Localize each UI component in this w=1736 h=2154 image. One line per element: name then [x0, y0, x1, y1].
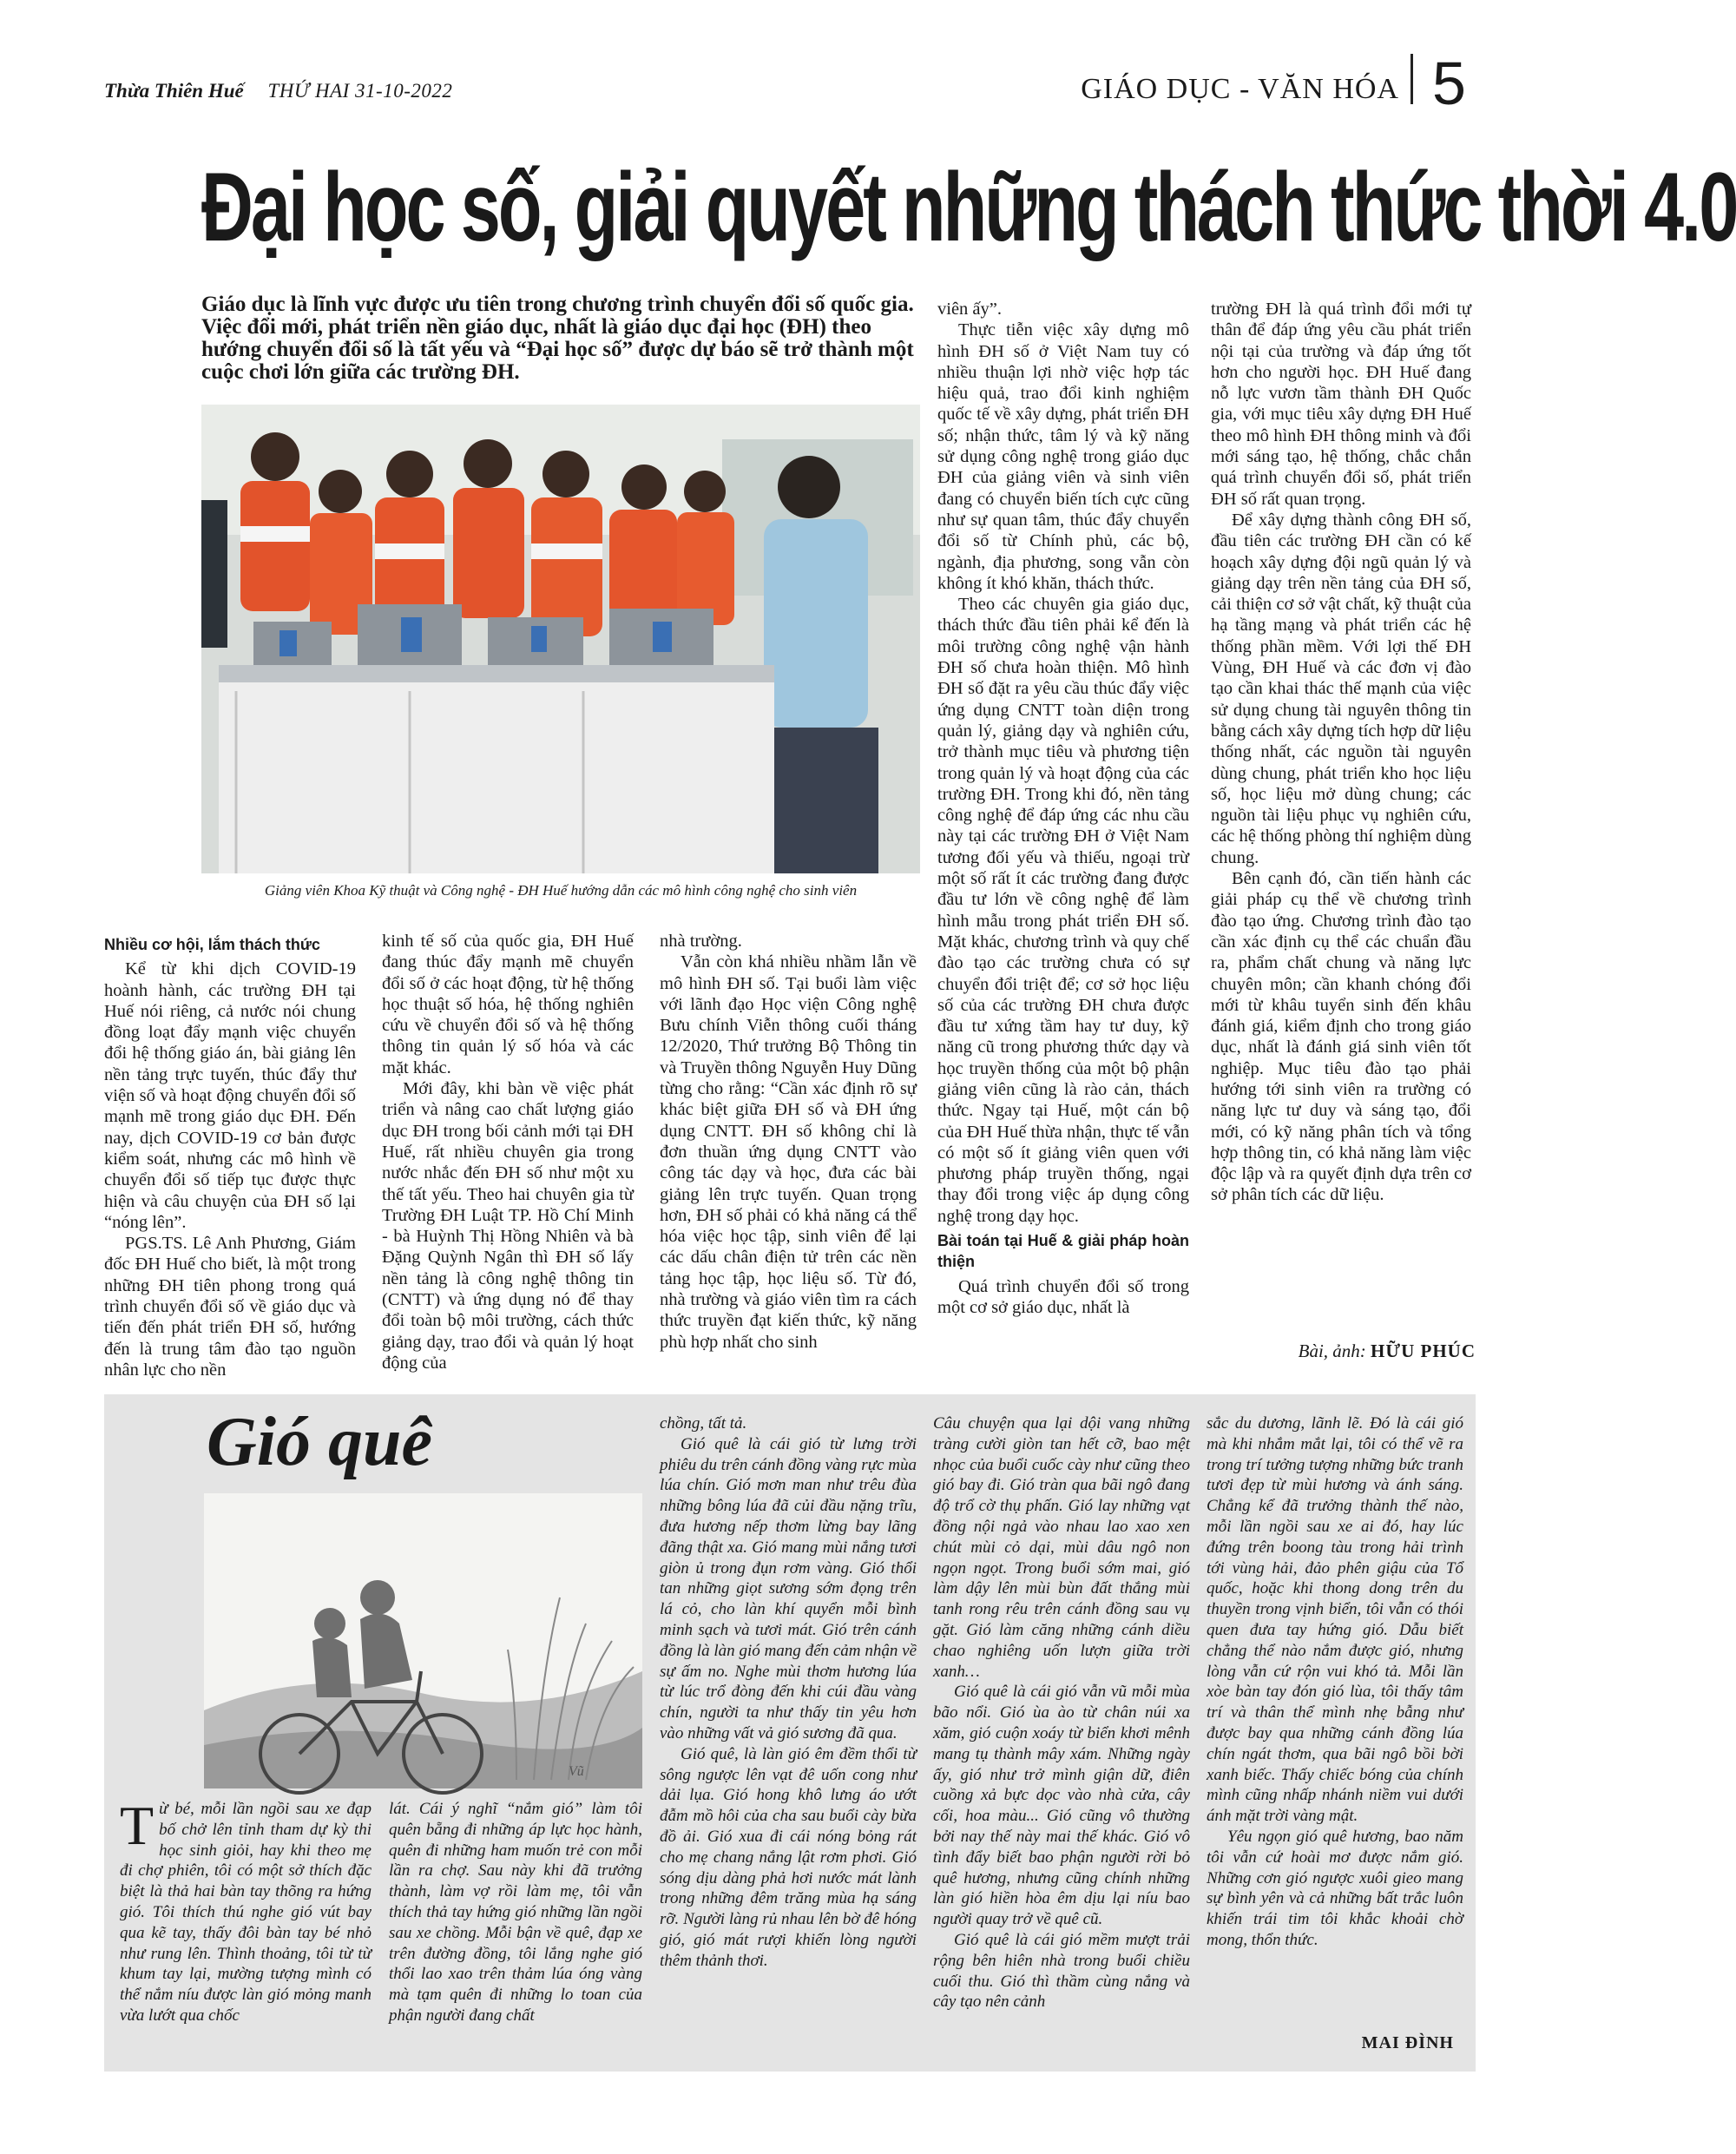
subhead-2: Bài toán tại Huế & giải pháp hoàn thiện — [937, 1232, 1189, 1271]
page-number: 5 — [1432, 49, 1466, 117]
article-column-5 — [1211, 299, 1471, 1334]
article-lede: Giáo dục là lĩnh vực được ưu tiên trong chương trình chuyển đổi số quốc gia. Việc đổi mới, phát triển nền giáo dục, nhất là giáo dục đại học (ĐH) theo hướng chuyển đổi số là tất yếu và “Đại học số” được dự báo sẽ trở thành một cuộc chơi lớn giữa các trường ĐH. — [201, 293, 914, 384]
paragraph: Gió quê là cái gió vẫn vũ mỗi mùa bão nổi. Gió ùa ào từ chân núi xa xăm, gió cuộn xoáy từ biển khơi mênh mang tụ thành mây xám. Những ngày ấy, gió như trở mình giận dữ, điên cuồng xả bực dọc vào nhà cửa, cây cối, hoa màu... Gió cũng vô thường bởi nay thế này mai thế khác. Gió vô tình đẩy biết bao phận người rời bỏ quê hương, nhưng cũng chính những làn gió hiền hòa êm dịu lại níu bao người quay trở về quê cũ. — [933, 1683, 1190, 1929]
essay-byline: MAI ĐÌNH — [1361, 2033, 1454, 2052]
paragraph: kinh tế số của quốc gia, ĐH Huế đang thúc đẩy mạnh mẽ chuyển đổi số ở các hoạt động, từ hệ thống học thuật số hóa, hệ thống nghiên cứu về chuyển đổi số và hệ thống thông tin quản lý số hóa và các mặt khác. — [382, 932, 634, 1077]
essay-column-5 — [1207, 1413, 1463, 2026]
masthead-divider — [1410, 54, 1413, 104]
issue-date: THỨ HAI 31-10-2022 — [267, 80, 453, 102]
paragraph: Gió quê, là làn gió êm đềm thổi từ sông ngược lên vạt đê uốn cong như dải lụa. Gió hong khô lưng áo ướt đẫm mồ hôi của cha sau buổi cày bừa đồ ải. Gió xua đi cái nóng bỏng rát cho mẹ chang nắng lật rơm phơi. Gió sóng dịu dàng phả hơi nước mát lành trong những đêm trăng mùa hạ sáng rỡ. Người làng rủ nhau lên bờ đê hóng gió, gió mát rượi khiến lòng người thêm thảnh thơi. — [660, 1744, 917, 1970]
essay-column-3 — [660, 1413, 917, 2052]
paragraph: nhà trường. — [660, 932, 742, 951]
paragraph: ừ bé, mỗi lần ngồi sau xe đạp bố chở lên tỉnh tham dự kỳ thi học sinh giỏi, hay khi theo mẹ đi chợ phiên, tôi có một sở thích đặc biệt là thả hai bàn tay thõng ra hứng gió. Tôi thích thú nghe gió vút bay qua kẽ tay, thấy đôi bàn tay bé nhỏ như rung lên. Thình thoảng, tôi từ từ khum tay lại, mường tượng mình có thể nắm níu được làn gió mỏng manh vừa lướt qua chốc — [120, 1800, 372, 2025]
essay-illustration — [204, 1493, 642, 1788]
article-column-1 — [104, 931, 356, 1380]
paragraph: Kể từ khi dịch COVID-19 hoành hành, các trường ĐH tại Huế nói riêng, cả nước nói chung đồng loạt đẩy mạnh việc chuyển đổi hệ thống giáo án, bài giảng lên nền tảng trực tuyến, thúc đẩy thư viện số và hoạt động chuyển đổi số mạnh mẽ trong giáo dục ĐH. Đến nay, dịch COVID-19 cơ bản được kiểm soát, nhưng các mô hình về chuyển đổi số tiếp tục được thực hiện và câu chuyện của ĐH số lại “nóng lên”. — [104, 959, 356, 1232]
essay-column-4 — [933, 1413, 1190, 2052]
illustration-signature: Vũ — [569, 1764, 584, 1779]
masthead-left — [104, 80, 452, 102]
byline-label: Bài, ảnh: — [1298, 1340, 1366, 1361]
paragraph: sắc du dương, lãnh lẽ. Đó là cái gió mà khi nhắm mắt lại, tôi có thể vẽ ra trong trí tưởng tượng những bức tranh tươi đẹp từ mùi hương và ánh sáng. Chẳng kể đã trưởng thành thế nào, mỗi lần ngồi sau xe ai đó, hay lúc đứng trên boong tàu trong hải trình tới vùng hải, đảo phên giậu của Tổ quốc, hoặc khi thong dong trên du thuyền trong vịnh biển, tôi vẫn có thói quen đưa tay hứng gió. Dẫu biết chẳng thể nào nắm được gió, nhưng lòng vẫn cứ rộn vui khó tả. Mỗi lần xòe bàn tay đón gió lùa, tôi thấy tâm trí và thân thể mình nhẹ bẫng như được bay qua những cánh đồng lúa chín ngát thơm, qua bãi ngô bồi bời xanh biếc. Thấy chiếc bóng của chính mình cũng nhấp nhánh niềm vui dưới ánh mặt trời vàng mật. — [1207, 1414, 1463, 1826]
paragraph: Gió quê là cái gió từ lưng trời phiêu du trên cánh đồng vàng rực mùa lúa chín. Gió mơn man như trêu đùa những bông lúa đã củi đầu nặng trĩu, đưa hương nếp thơm lừng bay lãng đãng thật xa. Gió mang mùi nắng tươi giòn ủ trong đụn rơm vàng. Gió thổi tan những giọt sương sớm đọng trên lá cỏ, cho làn khí quyển mỗi bình minh sạch và tươi mát. Gió trên cánh đồng là làn gió mang đến cảm nhận về sự ấm no. Nghe mùi thơm hương lúa từ lúc trổ đòng đến khi cúi đầu vàng chín, người ta như thấy tin yêu hơn vào những vất vả gió sương đã qua. — [660, 1434, 917, 1742]
article-byline — [1198, 1340, 1476, 1362]
paragraph: Gió quê là cái gió mềm mượt trải rộng bên hiên nhà trong buổi chiều cuối thu. Gió thì thầm cùng nắng và cây tạo nên cảnh — [933, 1930, 1190, 2012]
dropcap: T — [120, 1795, 155, 1856]
article-column-3 — [660, 931, 917, 1373]
article-headline: Đại học số, giải quyết những thách thức thời 4.0 — [201, 153, 1736, 261]
paragraph: lát. Cái ý nghĩ “nắm gió” làm tôi quên bẵng đi những áp lực học hành, quên đi những ham muốn trẻ con mỗi lần ra chợ. Sau này khi đã trưởng thành, làm vợ rồi làm mẹ, tôi vẫn thích thả tay hứng gió những lần ngồi sau xe chồng. Mỗi bận về quê, đạp xe trên đường đồng, tôi lắng nghe gió thổi lao xao trên thảm lúa óng vàng mà tạm quên đi những lo toan của phận người đang chất — [389, 1800, 642, 2025]
paragraph: Thực tiễn việc xây dựng mô hình ĐH số ở Việt Nam tuy có nhiều thuận lợi nhờ việc hợp tác hiệu quả, trao đổi kinh nghiệm quốc tế về xây dựng, phát triển ĐH số; nhận thức, tâm lý và kỹ năng sử dụng công nghệ trong giáo dục ĐH của giảng viên và sinh viên đang có chuyển biến tích cực cũng như sự quan tâm, thúc đẩy chuyển đổi số từ Chính phủ, các bộ, ngành, địa phương, song vẫn còn không ít khó khăn, thách thức. — [937, 320, 1189, 593]
newspaper-name: Thừa Thiên Huế — [104, 80, 244, 102]
paragraph: Vẫn còn khá nhiều nhầm lẫn về mô hình ĐH số. Tại buổi làm việc với lãnh đạo Học viện Công nghệ Bưu chính Viễn thông cuối tháng 12/2020, Thứ trưởng Bộ Thông tin và Truyền thông Nguyễn Huy Dũng từng cho rằng: “Cần xác định rõ sự khác biệt giữa ĐH số và ĐH ứng dụng CNTT. ĐH số không chỉ là đơn thuần ứng dụng CNTT vào công tác dạy và học, đưa các bài giảng lên trực tuyến. Quan trọng hơn, ĐH số phải có khả năng cá thể hóa việc học tập, sinh viên để lại các dấu chân điện tử trên các nền tảng học tập, học liệu số. Từ đó, nhà trường và giáo viên tìm ra cách thức truyền đạt kiến thức, kỹ năng phù hợp nhất cho sinh — [660, 952, 917, 1352]
paragraph: Yêu ngọn gió quê hương, bao năm tôi vẫn cứ hoài mơ được nắm gió. Những cơn gió ngược xuôi gieo mang sự bình yên và cả những bất trắc luôn khiến trái tim tôi khắc khoải chờ mong, thổn thức. — [1207, 1827, 1463, 1949]
lab-photo-illustration — [201, 405, 920, 873]
bicycle-illustration — [204, 1493, 642, 1788]
paragraph: Để xây dựng thành công ĐH số, đầu tiên các trường ĐH cần có kế hoạch xây dựng đội ngũ quản lý và giảng dạy trên nền tảng của ĐH số, cải thiện cơ sở vật chất, kỹ thuật của hạ tầng mạng và phát triển các hệ thống phần mềm. Với lợi thế ĐH Vùng, ĐH Huế và các đơn vị đào tạo cần khai thác thế mạnh của việc sử dụng chung tài nguyên thông tin bằng cách xây dựng tích hợp dữ liệu thống nhất, các nguồn tài nguyên dùng chung, phát triển kho học liệu số, học liệu mở dùng chung; các nguồn tài liệu phục vụ nghiên cứu, các hệ thống phòng thí nghiệm dùng chung. — [1211, 510, 1471, 867]
article-column-4 — [937, 299, 1189, 1373]
essay-column-1 — [120, 1795, 372, 2051]
paragraph: Câu chuyện qua lại dội vang những tràng cười giòn tan hết cỡ, bao mệt nhọc của buổi cuốc cày như cũng theo gió bay đi. Gió tràn qua bãi ngô đang độ trổ cờ thụ phấn. Gió lay những vạt đồng nội ngả vào nhau lao xao xen chút mùi cỏ dại, mùi dâu ngô non ngọn ngọt. Trong buổi sớm mai, gió làm dậy lên mùi bùn đất thắng mùi tanh rong rêu trên cánh đồng sau vụ gặt. Gió làm căng những cánh diều chao nghiêng uốn lượn giữa trời xanh… — [933, 1414, 1190, 1681]
paragraph: Theo các chuyên gia giáo dục, thách thức đầu tiên phải kể đến là môi trường công nghệ vận hành ĐH số chưa hoàn thiện. Mô hình ĐH số đặt ra yêu cầu thúc đẩy việc ứng dụng CNTT toàn diện trong quản lý, giảng dạy và nghiên cứu, trở thành mục tiêu và phương tiện trong quản lý và hoạt động của các trường ĐH. Trong khi đó, nền tảng công nghệ để đáp ứng các nhu cầu này tại các trường ĐH ở Việt Nam tương đối yếu và thiếu, ngoại trừ một số rất ít các trường đang được đầu tư lớn về công nghệ để làm hình mẫu trong phát triển ĐH số. Mặt khác, chương trình và quy chế đào tạo các trường chưa có sự chuyển đổi triệt để; cơ sở học liệu số của các trường ĐH chưa được đầu tư xứng tầm hay tư duy, kỹ năng cũ trong phương thức dạy và học truyền thống của một bộ phận giảng viên cũng là rào cản, thách thức. Ngay tại Huế, một cán bộ của ĐH Huế thừa nhận, thực tế vẫn có một số ít giảng viên quen với phương pháp truyền thống, ngại thay đổi trong việc áp dụng công nghệ trong dạy học. — [937, 595, 1189, 1226]
paragraph: trường ĐH là quá trình đổi mới tự thân để đáp ứng yêu cầu phát triển nội tại của trường và đáp ứng tốt hơn cho người học. ĐH Huế đang nỗ lực vươn tầm thành ĐH Quốc gia, với mục tiêu xây dựng ĐH Huế theo mô hình ĐH thông minh và đổi mới sáng tạo, hệ thống, chắc chắn quá trình chuyển đổi số, phát triển ĐH số rất quan trọng. — [1211, 300, 1471, 509]
article-photo — [201, 405, 920, 873]
paragraph: Bên cạnh đó, cần tiến hành các giải pháp cụ thể về chương trình đào tạo ứng. Chương trình đào tạo cần xác định cụ thể các chuẩn đầu ra, phẩm chất chung và năng lực chuyên môn; cần khanh chóng đổi mới từ khâu tuyển sinh đến khâu đánh giá, kiểm định cho trong giáo dục, nhất là đánh giá sinh viên tốt nghiệp. Mục tiêu đào tạo phải hướng tới sinh viên ra trường có năng lực tư duy và sáng tạo, đổi mới, có kỹ năng phân tích và tổng hợp thông tin, có khả năng làm việc độc lập và ra quyết định dựa trên cơ sở phân tích các dữ liệu. — [1211, 869, 1471, 1205]
paragraph: chồng, tất tả. — [660, 1414, 747, 1433]
subhead-1: Nhiều cơ hội, lắm thách thức — [104, 936, 320, 953]
article-column-2 — [382, 931, 634, 1373]
paragraph: Mới đây, khi bàn về việc phát triển và nâng cao chất lượng giáo dục ĐH trong bối cảnh mới tại ĐH Huế, rất nhiều chuyên gia trong nước nhắc đến ĐH số như một xu thế tất yếu. Theo hai chuyên gia từ Trường ĐH Luật TP. Hồ Chí Minh - bà Huỳnh Thị Hồng Nhiên và bà Đặng Quỳnh Ngân thì ĐH số lấy nền tảng là công nghệ thông tin (CNTT) và ứng dụng nó để thay đổi toàn bộ môi trường, cách thức giảng dạy, trao đổi và quản lý hoạt động của — [382, 1079, 634, 1373]
paragraph: viên ấy”. — [937, 300, 1002, 319]
section-name: GIÁO DỤC - VĂN HÓA — [1081, 73, 1399, 105]
essay-title: Gió quê — [207, 1404, 432, 1480]
paragraph: PGS.TS. Lê Anh Phương, Giám đốc ĐH Huế cho biết, là một trong những ĐH tiên phong trong quá trình chuyển đổi số về giáo dục và tiến đến phát triển ĐH số, hướng đến là trung tâm đào tạo nguồn nhân lực cho nền — [104, 1234, 356, 1380]
photo-caption: Giảng viên Khoa Kỹ thuật và Công nghệ - ĐH Huế hướng dẫn các mô hình công nghệ cho sinh viên — [264, 882, 858, 899]
paragraph: Quá trình chuyển đổi số trong một cơ sở giáo dục, nhất là — [937, 1276, 1189, 1317]
essay-column-2 — [389, 1799, 642, 2051]
byline-author: HỮU PHÚC — [1371, 1340, 1476, 1361]
